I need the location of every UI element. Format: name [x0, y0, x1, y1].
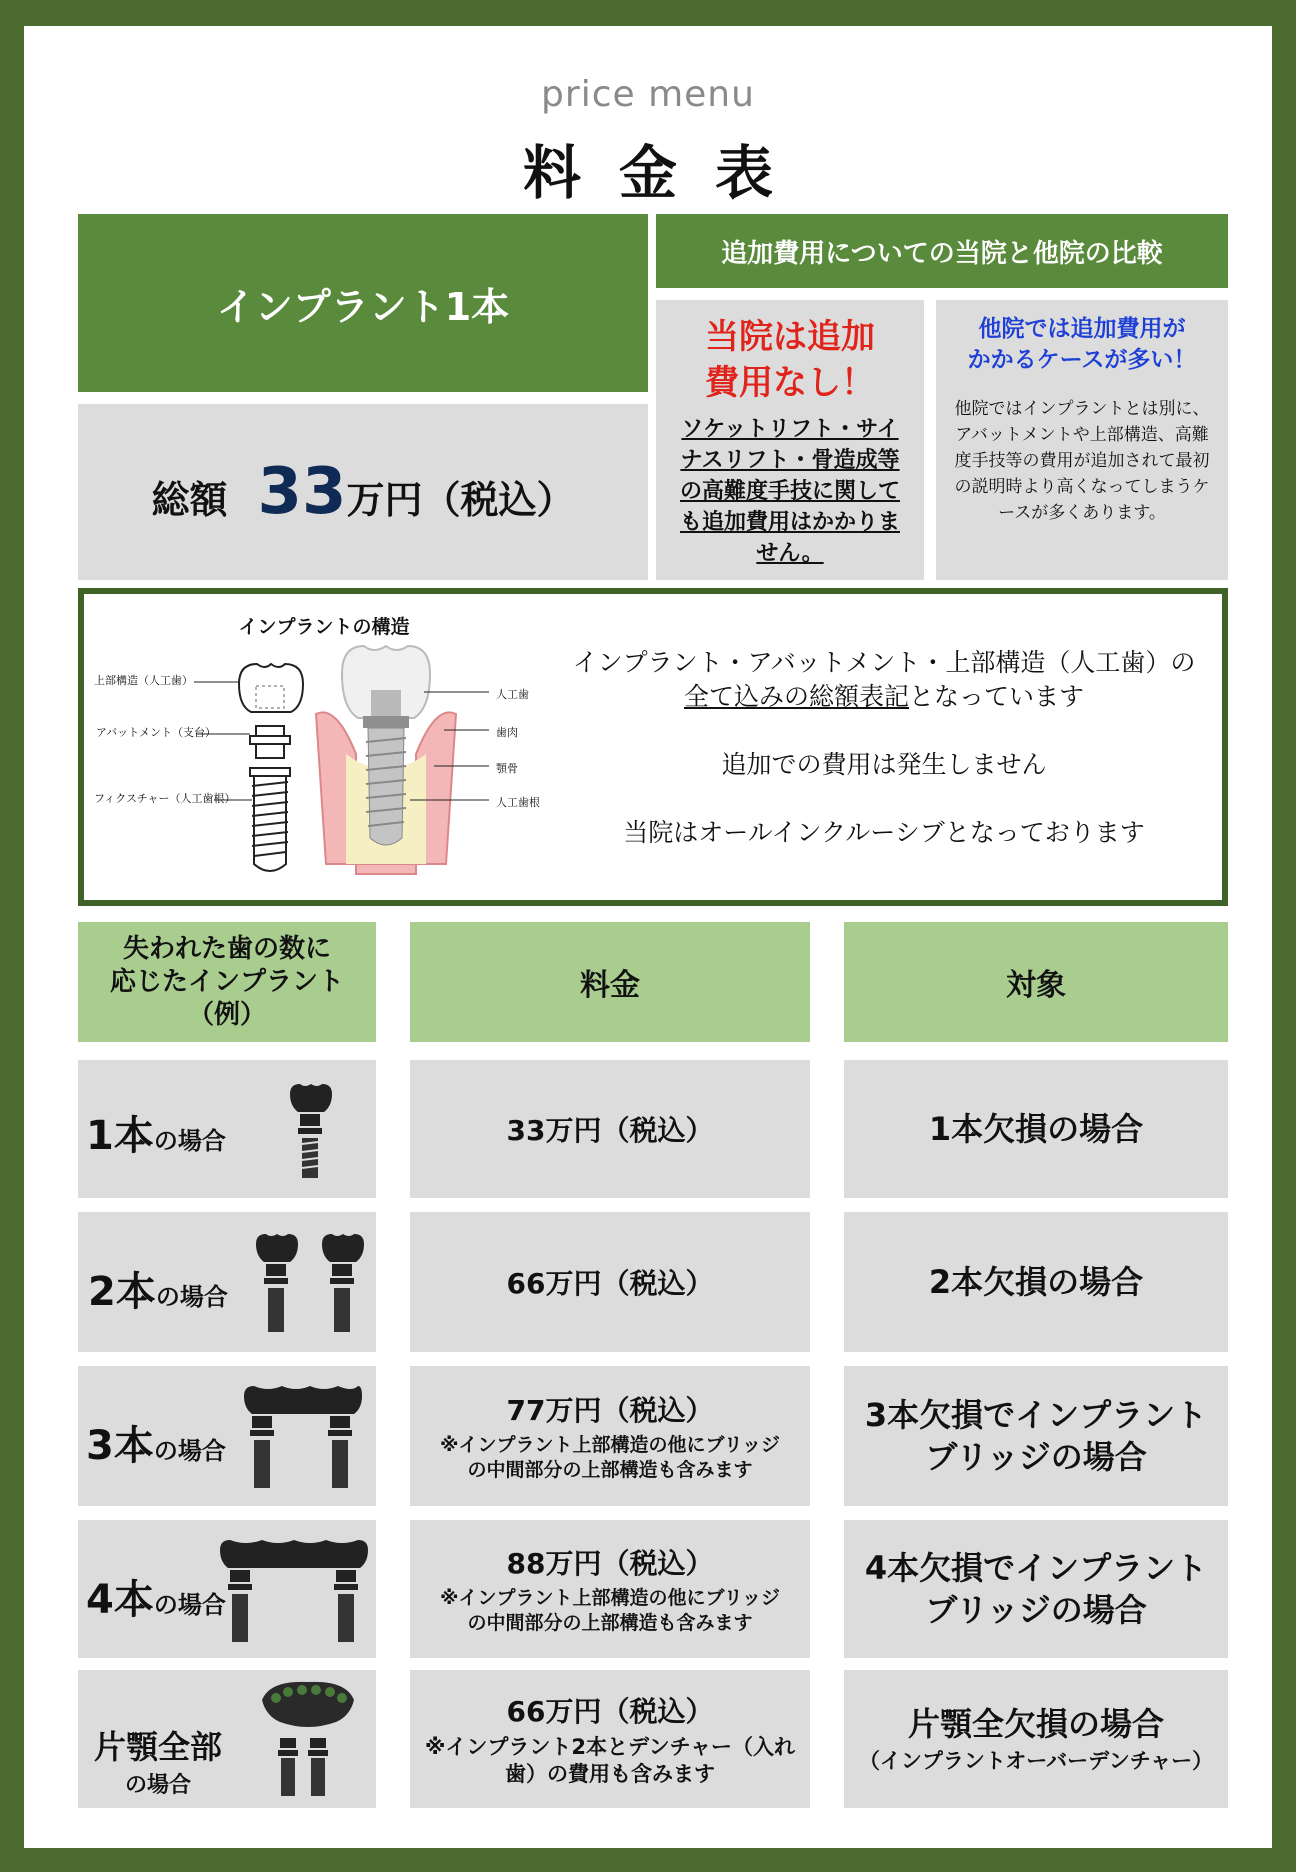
label-artificial-root: 人工歯根: [496, 796, 540, 809]
compare-header: 追加費用についての当院と他院の比較: [656, 214, 1228, 288]
row-1-target: 1本欠損の場合: [928, 1110, 1144, 1148]
row-3-note: [440, 1433, 780, 1483]
row-4-price-cell: [410, 1520, 810, 1658]
row-2-price-cell: [410, 1212, 810, 1352]
implant-structure-box: [78, 588, 1228, 906]
row-4-note-1: ※インプラント上部構造の他にブリッジ: [440, 1587, 780, 1609]
other-headline-2: かかるケースが多い！: [967, 347, 1197, 373]
row-4-note: [440, 1586, 780, 1636]
header-target: 対象: [844, 922, 1228, 1042]
row-1-price: 33万円（税込）: [506, 1114, 714, 1147]
row-5-count-label: [94, 1722, 222, 1799]
row-4-count: [78, 1520, 376, 1658]
row-3-target-2: ブリッジの場合: [925, 1438, 1147, 1476]
header-missing-teeth: [78, 922, 376, 1042]
row-5-case-text: の場合: [125, 1773, 192, 1798]
structure-line-2-underlined: 全て込みの総額表記: [683, 682, 909, 711]
total-suffix: 万円（税込）: [346, 478, 575, 522]
structure-line-2-rest: となっています: [909, 682, 1085, 711]
row-4-note-2: の中間部分の上部構造も含みます: [467, 1612, 753, 1634]
total-price-box: [78, 404, 648, 580]
two-implants-icon: [254, 1234, 366, 1340]
page-title: 料金表: [522, 139, 811, 207]
row-5-note: [425, 1734, 795, 1788]
single-implant-icon: [288, 1084, 334, 1184]
row-2-price: 66万円（税込）: [506, 1267, 714, 1300]
structure-line-3: 追加での費用は発生しません: [721, 750, 1047, 779]
row-2-target: 2本欠損の場合: [928, 1263, 1144, 1301]
header-col1-line3: （例）: [187, 999, 266, 1030]
row-3-note-2: の中間部分の上部構造も含みます: [467, 1459, 753, 1481]
total-prefix: 総額: [151, 478, 228, 522]
row-5-target-2: （インプラントオーバーデンチャー）: [858, 1749, 1214, 1773]
row-1-count-text: 1本: [86, 1113, 154, 1159]
row-3-count: [78, 1366, 376, 1506]
our-headline-1: 当院は追加: [705, 317, 875, 357]
row-4-price: 88万円（税込）: [506, 1547, 714, 1580]
header-col1-line1: 失われた歯の数に: [122, 933, 331, 964]
row-1-count-label: [86, 1104, 226, 1161]
row-3-price-cell: [410, 1366, 810, 1506]
other-clinic-box: [936, 300, 1228, 580]
row-3-target-1: 3本欠損でインプラント: [864, 1396, 1208, 1434]
header-col1-line2: 応じたインプラント: [109, 966, 344, 997]
cross-section-icon: [316, 646, 489, 874]
row-4-count-label: [86, 1568, 226, 1625]
row-5-count: [78, 1670, 376, 1808]
row-5-target-1: 片顎全欠損の場合: [907, 1705, 1164, 1743]
row-4-target-2: ブリッジの場合: [925, 1591, 1147, 1629]
header-price: 料金: [410, 922, 810, 1042]
english-subtitle: price menu: [541, 74, 755, 115]
row-4-case-text: の場合: [153, 1591, 226, 1619]
row-2-count: [78, 1212, 376, 1352]
overdenture-icon: [258, 1678, 358, 1802]
row-2-count-label: [88, 1260, 228, 1317]
row-5-price-cell: [410, 1670, 810, 1808]
structure-line-4: 当院はオールインクルーシブとなっております: [623, 818, 1145, 847]
row-5-price: 66万円（税込）: [506, 1695, 714, 1728]
label-superstructure: 上部構造（人工歯）: [94, 674, 193, 687]
row-3-target-cell: [844, 1366, 1228, 1506]
row-3-note-1: ※インプラント上部構造の他にブリッジ: [440, 1434, 780, 1456]
label-gum: 歯肉: [496, 726, 518, 739]
row-2-count-text: 2本: [88, 1269, 156, 1315]
row-4-target-1: 4本欠損でインプラント: [864, 1549, 1208, 1587]
other-body: 他院ではインプラントとは別に、アバットメントや上部構造、高難度手技等の費用が追加されて最初の説明時より高くなってしまうケースが多くあります。: [954, 399, 1210, 523]
page-frame: [24, 26, 1272, 1848]
row-5-target-cell: [844, 1670, 1228, 1808]
exploded-implant-icon: [194, 664, 303, 871]
label-fixture: フィクスチャー（人工歯根）: [94, 792, 236, 805]
row-5-count-text: 片顎全部: [94, 1728, 223, 1766]
row-3-case-text: の場合: [153, 1437, 226, 1465]
three-implant-bridge-icon: [242, 1386, 362, 1496]
row-3-count-text: 3本: [86, 1423, 154, 1469]
label-abutment: アバットメント（支台）: [96, 726, 217, 739]
row-1-target-cell: [844, 1060, 1228, 1198]
row-2-target-cell: [844, 1212, 1228, 1352]
four-implant-bridge-icon: [218, 1540, 370, 1650]
row-1-price-cell: [410, 1060, 810, 1198]
total-number: 33: [257, 455, 347, 529]
row-1-case-text: の場合: [153, 1127, 226, 1155]
our-headline-2: 費用なし！: [705, 363, 875, 403]
row-3-count-label: [86, 1414, 226, 1471]
row-4-count-text: 4本: [86, 1577, 154, 1623]
other-headline-1: 他院では追加費用が: [978, 316, 1186, 342]
row-5-note-1: ※インプラント2本とデンチャー（入れ: [425, 1735, 795, 1759]
our-body: ソケットリフト・サイナスリフト・骨造成等の高難度手技に関しても追加費用はかかりません。: [679, 417, 900, 566]
structure-title: インプラントの構造: [238, 616, 410, 638]
row-4-target-cell: [844, 1520, 1228, 1658]
row-5-note-2: 歯）の費用も含みます: [504, 1762, 715, 1786]
row-3-price: 77万円（税込）: [506, 1394, 714, 1427]
structure-text: [564, 646, 1204, 850]
implant-one-label: インプラント1本: [78, 214, 648, 392]
structure-line-2: [564, 680, 1204, 714]
our-clinic-box: [656, 300, 924, 580]
structure-line-1: インプラント・アバットメント・上部構造（人工歯）の: [572, 648, 1196, 677]
row-1-count: [78, 1060, 376, 1198]
label-artificial-tooth: 人工歯: [496, 688, 529, 701]
label-jawbone: 顎骨: [496, 762, 518, 775]
row-2-case-text: の場合: [155, 1283, 228, 1311]
